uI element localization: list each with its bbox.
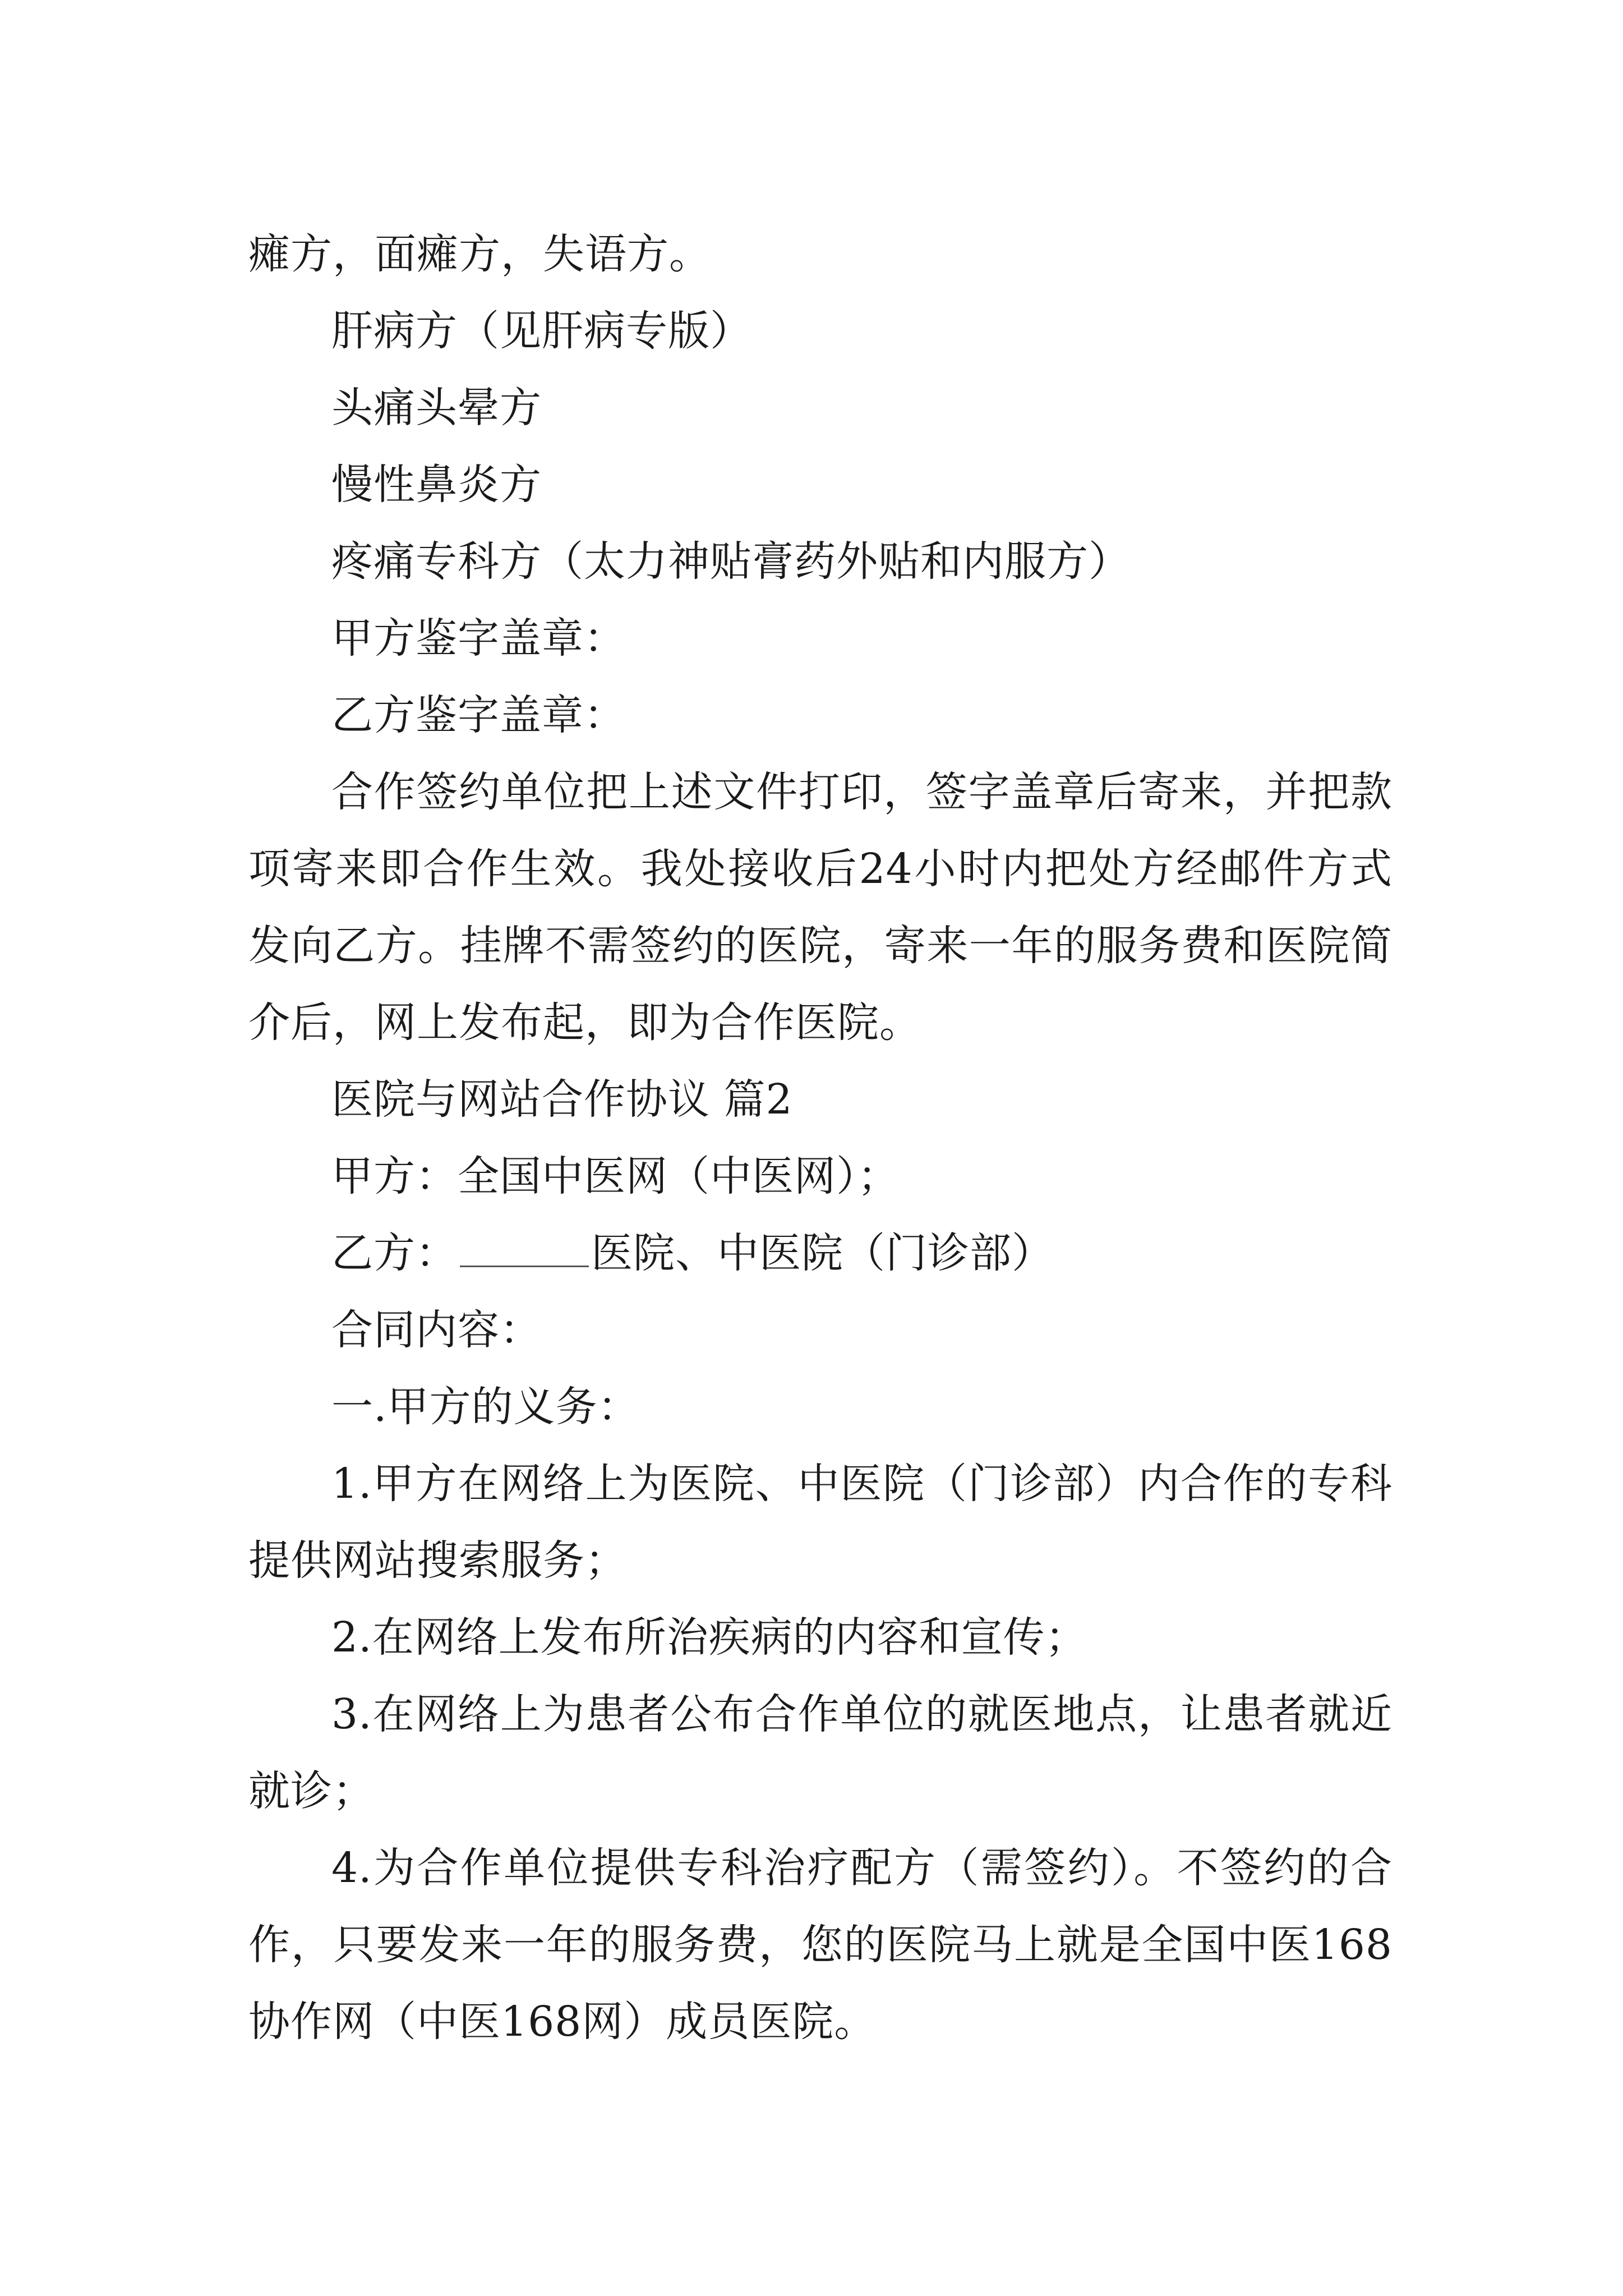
party-a-signature-line: 甲方鉴字盖章： — [331, 614, 626, 662]
list-item: 2.在网络上发布所治疾病的内容和宣传； — [331, 1613, 1087, 1662]
list-item: 4.为合作单位提供专科治疗配方（需签约）。不签约的合作，只要发来一年的服务费，您的医院马上就是全国中医168协作网（中医168网）成员医院。 — [248, 1844, 1393, 2046]
document-body — [248, 216, 1393, 2060]
paragraph: 疼痛专科方（太力神贴膏药外贴和内服方） — [331, 537, 1131, 586]
fill-in-blank — [460, 1228, 589, 1267]
party-a-line: 甲方：全国中医网（中医网）； — [331, 1152, 900, 1200]
paragraph: 合同内容： — [331, 1306, 542, 1354]
paragraph: 慢性鼻炎方 — [331, 461, 542, 509]
paragraph: 头痛头晕方 — [331, 384, 542, 432]
paragraph: 合作签约单位把上述文件打印，签字盖章后寄来，并把款项寄来即合作生效。我处接收后24小时内把处方经邮件方式发向乙方。挂牌不需签约的医院，寄来一年的服务费和医院简介后，网上发布起，即为合作医院。 — [248, 768, 1393, 1047]
party-b-signature-line: 乙方鉴字盖章： — [331, 691, 626, 739]
list-item: 3.在网络上为患者公布合作单位的就医地点，让患者就近就诊； — [248, 1690, 1393, 1815]
party-b-suffix: 医院、中医院（门诊部） — [591, 1229, 1054, 1277]
party-b-line — [248, 1215, 1393, 1292]
list-item: 1.甲方在网络上为医院、中医院（门诊部）内合作的专科提供网站搜索服务； — [248, 1460, 1393, 1585]
paragraph: 瘫方，面瘫方，失语方。 — [248, 230, 711, 278]
paragraph: 一.甲方的义务： — [331, 1383, 640, 1431]
section-heading: 医院与网站合作协议 篇2 — [331, 1075, 793, 1124]
paragraph: 肝病方（见肝病专版） — [331, 307, 752, 355]
party-b-prefix: 乙方： — [331, 1229, 458, 1277]
